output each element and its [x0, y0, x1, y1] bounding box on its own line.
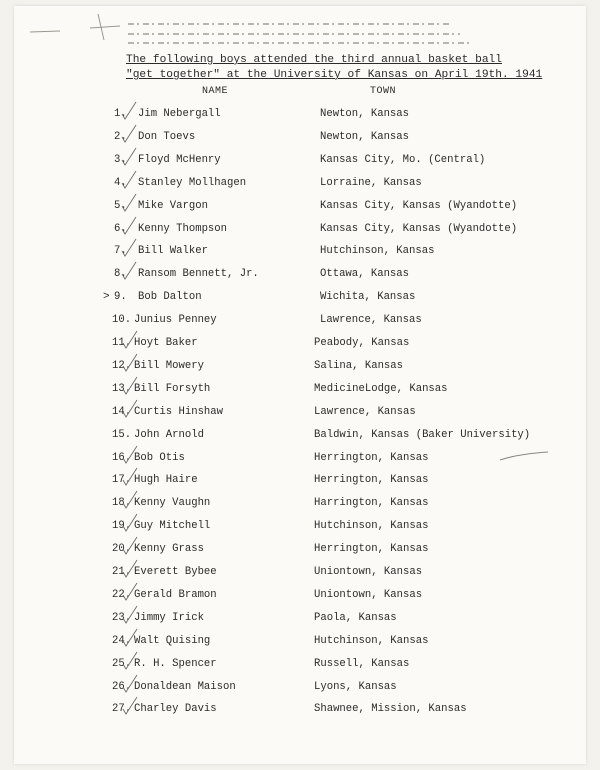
attendee-town: Salina, Kansas [314, 359, 404, 372]
attendee-row [0, 154, 600, 172]
document-heading [126, 53, 543, 83]
attendee-name: Hoyt Baker [134, 337, 198, 349]
attendee-town: Lyons, Kansas [314, 680, 397, 693]
attendee-town: Baldwin, Kansas (Baker University) [314, 428, 531, 441]
attendee-number: 11. [112, 337, 132, 349]
attendee-name: Donaldean Maison [134, 680, 236, 693]
attendee-town: Uniontown, Kansas [314, 566, 423, 578]
attendee-row [0, 177, 600, 195]
pencil-check-mark-icon [120, 123, 138, 145]
attendee-row [0, 131, 600, 149]
attendee-name: Jimmy Irick [134, 611, 204, 624]
attendee-number: 16. [112, 451, 132, 464]
attendee-number: 3. [114, 153, 127, 166]
attendee-row [0, 429, 600, 447]
attendee-name: John Arnold [134, 428, 204, 441]
attendee-row [0, 703, 600, 721]
column-header-name: NAME [202, 86, 229, 97]
attendee-number: 27. [112, 703, 132, 716]
attendee-number: 14. [112, 405, 132, 418]
attendee-number: 17. [112, 474, 132, 487]
attendee-town: Wichita, Kansas [320, 291, 416, 304]
attendee-name: Guy Mitchell [134, 520, 211, 533]
attendee-row [0, 658, 600, 676]
attendee-number: 21. [112, 566, 132, 578]
attendee-row [0, 268, 600, 286]
attendee-row [0, 314, 600, 332]
margin-arrow-mark: > [103, 291, 110, 304]
attendee-name: Bob Otis [134, 451, 185, 464]
attendee-town: Herrington, Kansas [314, 474, 429, 487]
attendee-number: 13. [112, 382, 132, 395]
attendee-row [0, 200, 600, 218]
attendee-town: Kansas City, Kansas (Wyandotte) [320, 222, 518, 235]
heading-line-2: "get together" at the University of Kansas on April 19th. 1941 [126, 69, 543, 81]
attendee-number: 26. [112, 680, 132, 693]
attendee-town: Herrington, Kansas [314, 543, 429, 556]
attendee-row [0, 520, 600, 538]
attendee-number: 22. [112, 588, 132, 601]
attendee-town: Hutchinson, Kansas [320, 245, 435, 258]
attendee-row [0, 474, 600, 492]
attendee-number: 24. [112, 634, 132, 647]
pencil-check-mark-icon [120, 215, 138, 237]
attendee-row [0, 543, 600, 561]
attendee-number: 15. [112, 428, 132, 441]
attendee-row [0, 612, 600, 630]
attendee-number: 7. [114, 245, 127, 258]
attendee-row [0, 406, 600, 424]
attendee-name: Bill Walker [138, 245, 208, 258]
attendee-name: Kenny Thompson [138, 222, 228, 235]
attendee-name: Ransom Bennett, Jr. [138, 268, 259, 281]
attendee-town: Newton, Kansas [320, 108, 410, 120]
attendee-town: Kansas City, Mo. (Central) [320, 153, 486, 166]
attendee-town: Herrington, Kansas [314, 451, 429, 464]
attendee-number: 20. [112, 543, 132, 556]
attendee-row [0, 566, 600, 584]
attendee-row [0, 245, 600, 263]
attendee-name: Junius Penney [134, 314, 217, 327]
attendee-town: Russell, Kansas [314, 657, 410, 670]
attendee-number: 18. [112, 497, 132, 510]
attendee-town: Lorraine, Kansas [320, 176, 422, 189]
attendee-row [0, 383, 600, 401]
attendee-name: Hugh Haire [134, 474, 198, 487]
attendee-name: Everett Bybee [134, 566, 217, 578]
pencil-check-mark-icon [120, 146, 138, 168]
attendee-number: 8. [114, 268, 127, 281]
attendee-town: Lawrence, Kansas [320, 314, 422, 327]
attendee-town: Hutchinson, Kansas [314, 634, 429, 647]
attendee-town: Newton, Kansas [320, 130, 410, 143]
attendee-number: 2. [114, 130, 127, 143]
attendee-name: Bob Dalton [138, 291, 202, 304]
attendee-name: Bill Forsyth [134, 382, 211, 395]
attendee-name: Bill Mowery [134, 359, 204, 372]
attendee-name: Floyd McHenry [138, 153, 221, 166]
attendee-name: Kenny Vaughn [134, 497, 211, 510]
attendee-town: MedicineLodge, Kansas [314, 382, 448, 395]
attendee-row [0, 681, 600, 699]
attendee-row [0, 497, 600, 515]
attendee-name: Curtis Hinshaw [134, 405, 224, 418]
attendee-name: Charley Davis [134, 703, 217, 716]
attendee-name: Stanley Mollhagen [138, 176, 247, 189]
attendee-town: Peabody, Kansas [314, 337, 410, 349]
attendee-town: Shawnee, Mission, Kansas [314, 703, 467, 716]
attendee-name: R. H. Spencer [134, 657, 217, 670]
attendee-number: 19. [112, 520, 132, 533]
attendee-row [0, 360, 600, 378]
pencil-check-mark-icon [120, 100, 138, 122]
attendee-town: Kansas City, Kansas (Wyandotte) [320, 199, 518, 212]
pencil-check-mark-icon [120, 237, 138, 259]
attendee-row [0, 635, 600, 653]
pencil-check-mark-icon [120, 260, 138, 282]
attendee-town: Lawrence, Kansas [314, 405, 416, 418]
attendee-number: 25. [112, 657, 132, 670]
attendee-number: 23. [112, 611, 132, 624]
attendee-town: Uniontown, Kansas [314, 588, 423, 601]
faded-typed-text-smudge [20, 10, 580, 50]
attendee-number: 9. [114, 291, 127, 304]
attendee-town: Hutchinson, Kansas [314, 520, 429, 533]
pencil-check-mark-icon [120, 169, 138, 191]
attendee-name: Kenny Grass [134, 543, 204, 556]
attendee-name: Don Toevs [138, 130, 196, 143]
attendee-row [0, 223, 600, 241]
attendee-row [0, 589, 600, 607]
attendee-name: Walt Quising [134, 634, 211, 647]
attendee-town: Harrington, Kansas [314, 497, 429, 510]
attendee-number: 12. [112, 359, 132, 372]
heading-line-1: The following boys attended the third annual basket ball [126, 54, 502, 66]
attendee-town: Ottawa, Kansas [320, 268, 410, 281]
column-header-town: TOWN [370, 86, 397, 97]
attendee-town: Paola, Kansas [314, 611, 397, 624]
stray-pencil-mark [498, 448, 550, 464]
attendee-number: 4. [114, 176, 127, 189]
attendee-number: 10. [112, 314, 132, 327]
attendee-number: 1. [114, 108, 127, 120]
attendee-name: Mike Vargon [138, 199, 208, 212]
attendee-number: 6. [114, 222, 127, 235]
attendee-name: Jim Nebergall [138, 108, 221, 120]
attendee-name: Gerald Bramon [134, 588, 217, 601]
attendee-row [0, 291, 600, 309]
pencil-check-mark-icon [120, 192, 138, 214]
attendee-row [0, 108, 600, 126]
attendee-row [0, 337, 600, 355]
attendee-number: 5. [114, 199, 127, 212]
